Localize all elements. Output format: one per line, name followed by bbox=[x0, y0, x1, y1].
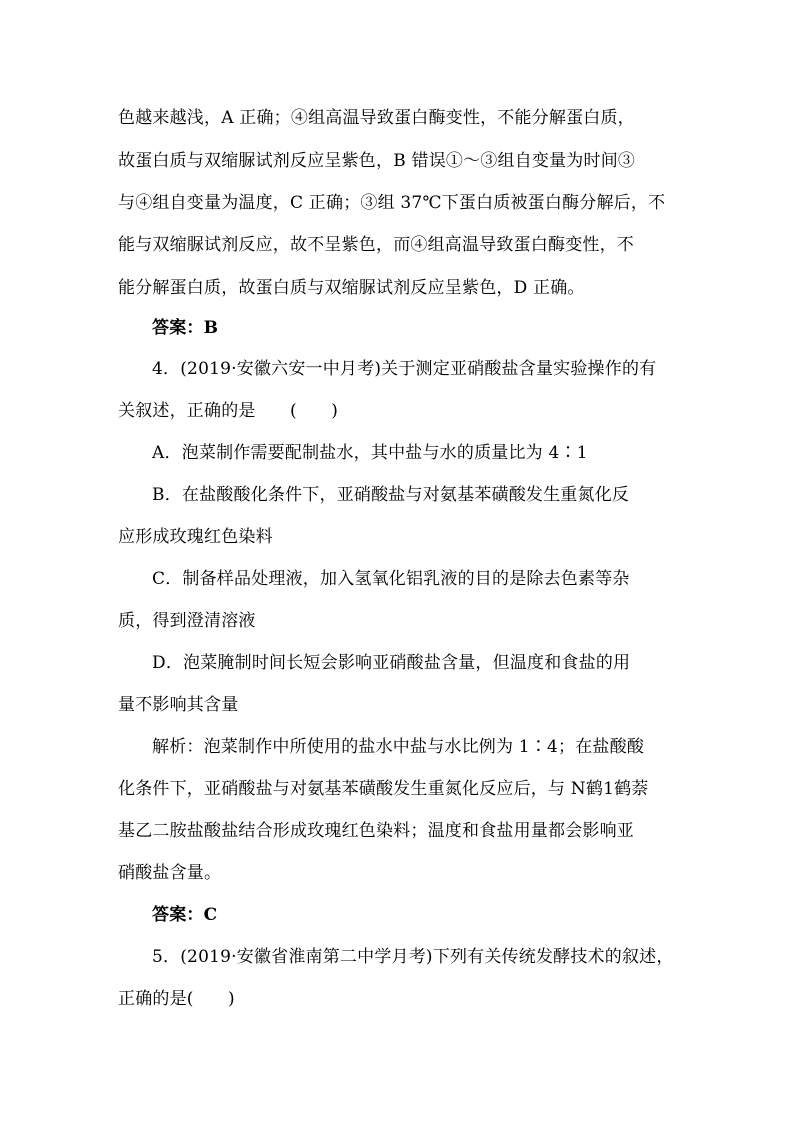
text-line: 能与双缩脲试剂反应，故不呈紫色，而④组高温导致蛋白酶变性，不 bbox=[118, 235, 634, 255]
text-line: 故蛋白质与双缩脲试剂反应呈紫色，B 错误①～③组自变量为时间③ bbox=[118, 151, 636, 171]
text-line: 能分解蛋白质，故蛋白质与双缩脲试剂反应呈紫色，D 正确。 bbox=[118, 278, 585, 298]
option-b: 应形成玫瑰红色染料 bbox=[118, 527, 273, 547]
question-4-stem: 4．(2019·安徽六安一中月考)关于测定亚硝酸盐含量实验操作的有 bbox=[152, 359, 657, 379]
question-4-stem: 关叙述，正确的是 ( ) bbox=[118, 401, 339, 421]
question-5-stem: 5．(2019·安徽省淮南第二中学月考)下列有关传统发酵技术的叙述， bbox=[152, 947, 674, 967]
analysis-text: 解析：泡菜制作中所使用的盐水中盐与水比例为 1∶4；在盐酸酸 bbox=[152, 737, 645, 757]
analysis-text: 化条件下，亚硝酸盐与对氨基苯磺酸发生重氮化反应后，与 N鹤1鹤萘 bbox=[118, 779, 649, 799]
option-a: A．泡菜制作需要配制盐水，其中盐与水的质量比为 4∶1 bbox=[152, 443, 588, 463]
answer-label: 答案：C bbox=[152, 905, 218, 925]
analysis-text: 基乙二胺盐酸盐结合形成玫瑰红色染料；温度和食盐用量都会影响亚 bbox=[118, 821, 634, 841]
analysis-text: 硝酸盐含量。 bbox=[118, 863, 222, 883]
text-line: 与④组自变量为温度，C 正确；③组 37℃下蛋白质被蛋白酶分解后，不 bbox=[118, 193, 666, 213]
option-c: C．制备样品处理液，加入氢氧化铝乳液的目的是除去色素等杂 bbox=[152, 569, 630, 589]
question-5-stem: 正确的是( ) bbox=[118, 989, 235, 1009]
option-d: D．泡菜腌制时间长短会影响亚硝酸盐含量，但温度和食盐的用 bbox=[152, 653, 631, 673]
option-d: 量不影响其含量 bbox=[118, 695, 239, 715]
answer-label: 答案：B bbox=[152, 318, 219, 338]
option-b: B．在盐酸酸化条件下，亚硝酸盐与对氨基苯磺酸发生重氮化反 bbox=[152, 485, 630, 505]
option-c: 质，得到澄清溶液 bbox=[118, 611, 256, 631]
text-line: 色越来越浅，A 正确；④组高温导致蛋白酶变性，不能分解蛋白质， bbox=[118, 108, 635, 128]
